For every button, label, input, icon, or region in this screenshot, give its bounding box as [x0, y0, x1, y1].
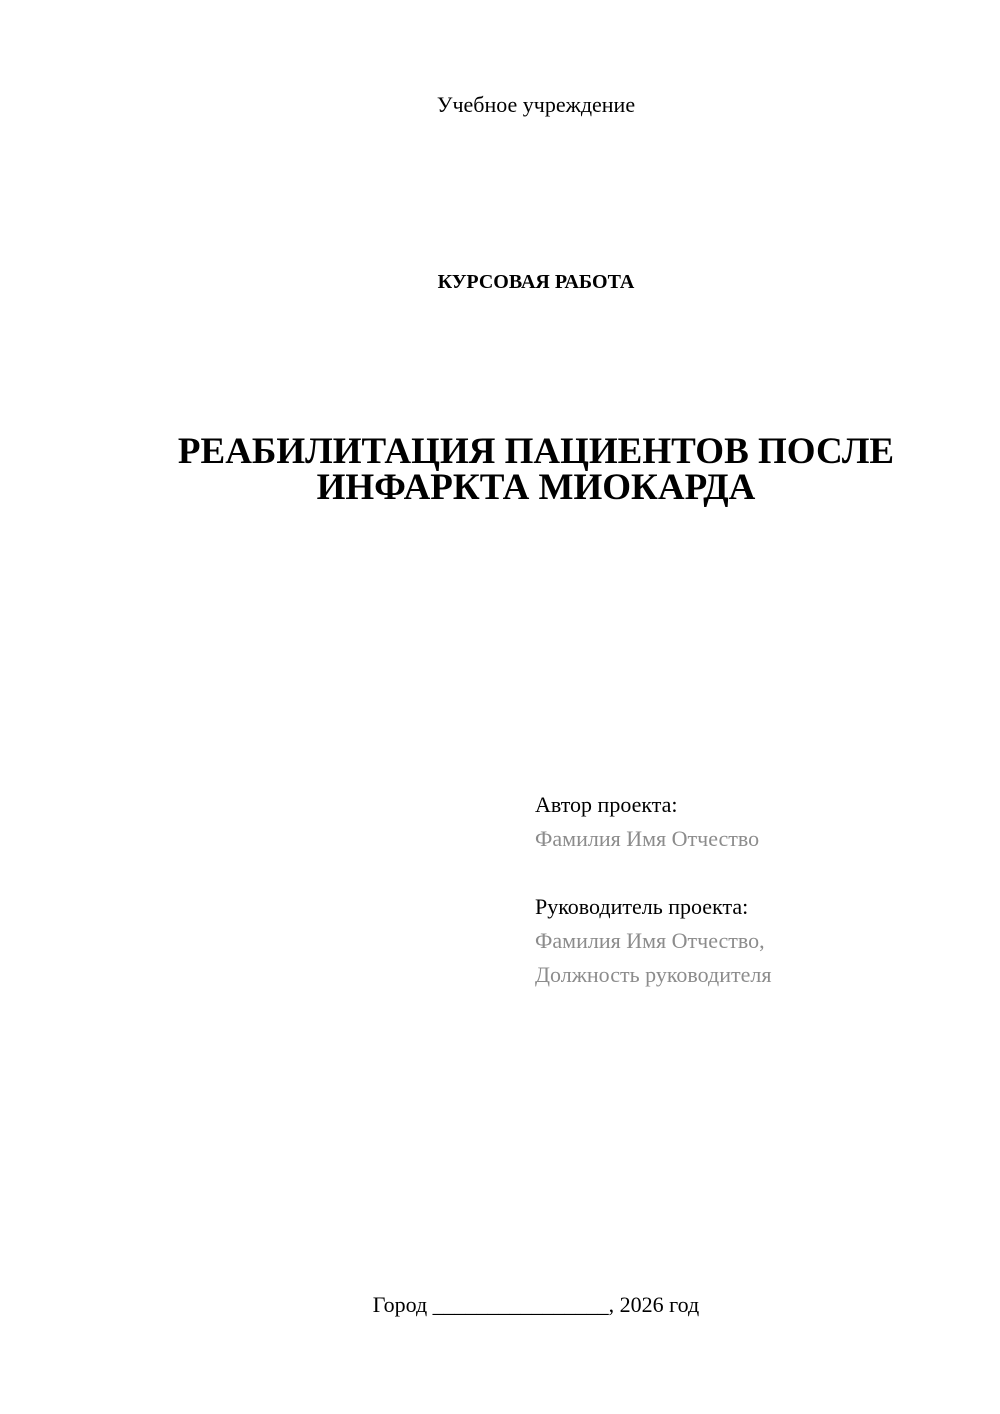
supervisor-name-placeholder: Фамилия Имя Отчество, [535, 928, 765, 953]
work-type-heading: КУРСОВАЯ РАБОТА [437, 271, 635, 293]
supervisor-position-placeholder: Должность руководителя [535, 962, 772, 987]
author-name-placeholder: Фамилия Имя Отчество [535, 826, 760, 851]
spacer [535, 856, 975, 890]
institution-name: Учебное учреждение [436, 92, 636, 117]
author-label: Автор проекта: [535, 792, 678, 817]
supervisor-label: Руководитель проекта: [535, 894, 749, 919]
title-line-2: ИНФАРКТА МИОКАРДА [316, 467, 756, 508]
document-title [0, 431, 1000, 508]
credits-block [535, 788, 975, 992]
city-year-line: Город ________________, 2026 год [372, 1292, 700, 1317]
title-line-1: РЕАБИЛИТАЦИЯ ПАЦИЕНТОВ ПОСЛЕ [177, 431, 895, 472]
